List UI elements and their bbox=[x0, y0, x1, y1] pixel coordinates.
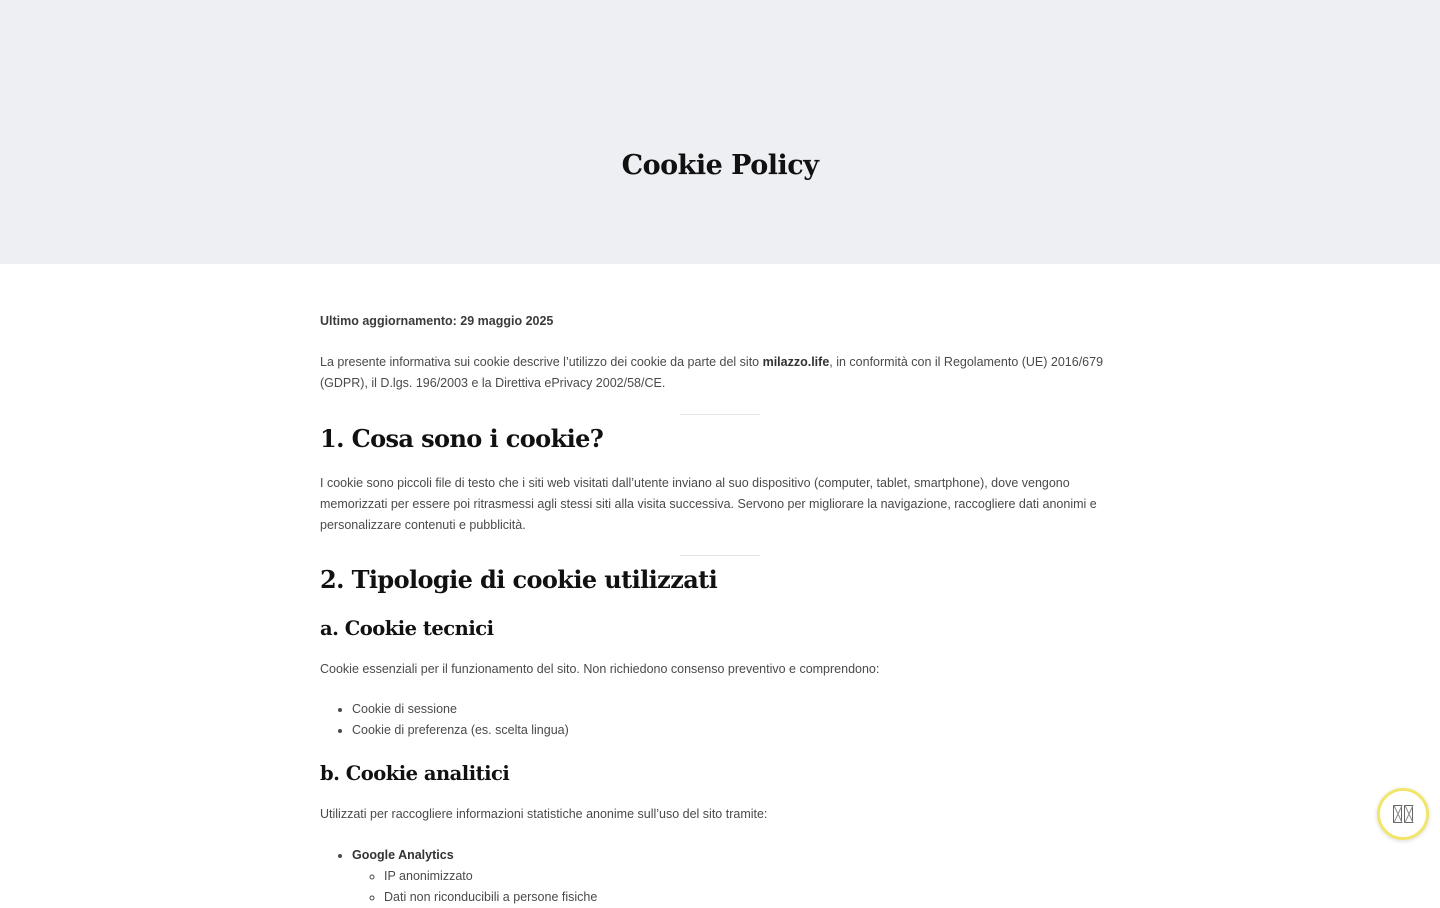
analytics-service-name: Google Analytics bbox=[352, 848, 454, 862]
technical-cookies-title: a. Cookie tecnici bbox=[320, 617, 494, 640]
technical-cookies-list bbox=[320, 699, 569, 741]
page-header bbox=[0, 0, 1440, 264]
intro-text-after: , in conformità con il Regolamento (UE) 2016/679 (GDPR), il D.lgs. 196/2003 e la Direttiva ePrivacy 2002/58/CE. bbox=[320, 355, 1104, 390]
section-divider bbox=[680, 414, 760, 415]
list-item bbox=[352, 845, 597, 908]
cookie-settings-button[interactable] bbox=[1377, 788, 1429, 840]
site-name: milazzo.life bbox=[762, 355, 830, 369]
section-1-text: I cookie sono piccoli file di testo che i siti web visitati dall’utente inviano al suo dispositivo (computer, tablet, smartphone), dove vengono memorizzati per essere poi ritrasmessi agli stessi siti alla visita successiva. Servono per migliorare la navigazione, raccogliere dati anonimi e personalizzare contenuti e pubblicità. bbox=[320, 476, 1097, 532]
section-1-title: 1. Cosa sono i cookie? bbox=[320, 424, 604, 453]
technical-cookies-text: Cookie essenziali per il funzionamento del sito. Non richiedono consenso preventivo e comprendono: bbox=[320, 662, 880, 676]
list-item: • Cookie di sessione bbox=[352, 699, 569, 720]
analytics-cookies-text: Utilizzati per raccogliere informazioni statistiche anonime sull’uso del sito tramite: bbox=[320, 807, 768, 821]
analytics-services-list bbox=[320, 845, 597, 908]
list-item: • Cookie di preferenza (es. scelta lingua) bbox=[352, 720, 569, 741]
list-item: ◦ IP anonimizzato bbox=[384, 866, 597, 887]
last-updated: Ultimo aggiornamento: 29 maggio 2025 bbox=[320, 314, 554, 328]
page-title: Cookie Policy bbox=[621, 150, 819, 181]
intro-paragraph bbox=[320, 352, 1110, 394]
list-item: ◦ Dati non riconducibili a persone fisiche bbox=[384, 887, 597, 908]
analytics-cookies-title: b. Cookie analitici bbox=[320, 762, 510, 785]
section-divider bbox=[680, 555, 760, 556]
section-2-title: 2. Tipologie di cookie utilizzati bbox=[320, 565, 718, 594]
analytics-details-list bbox=[352, 866, 597, 908]
intro-text-before: La presente informativa sui cookie descrive l’utilizzo dei cookie da parte del sito bbox=[320, 355, 763, 369]
cookie-settings-icon bbox=[1393, 805, 1413, 823]
